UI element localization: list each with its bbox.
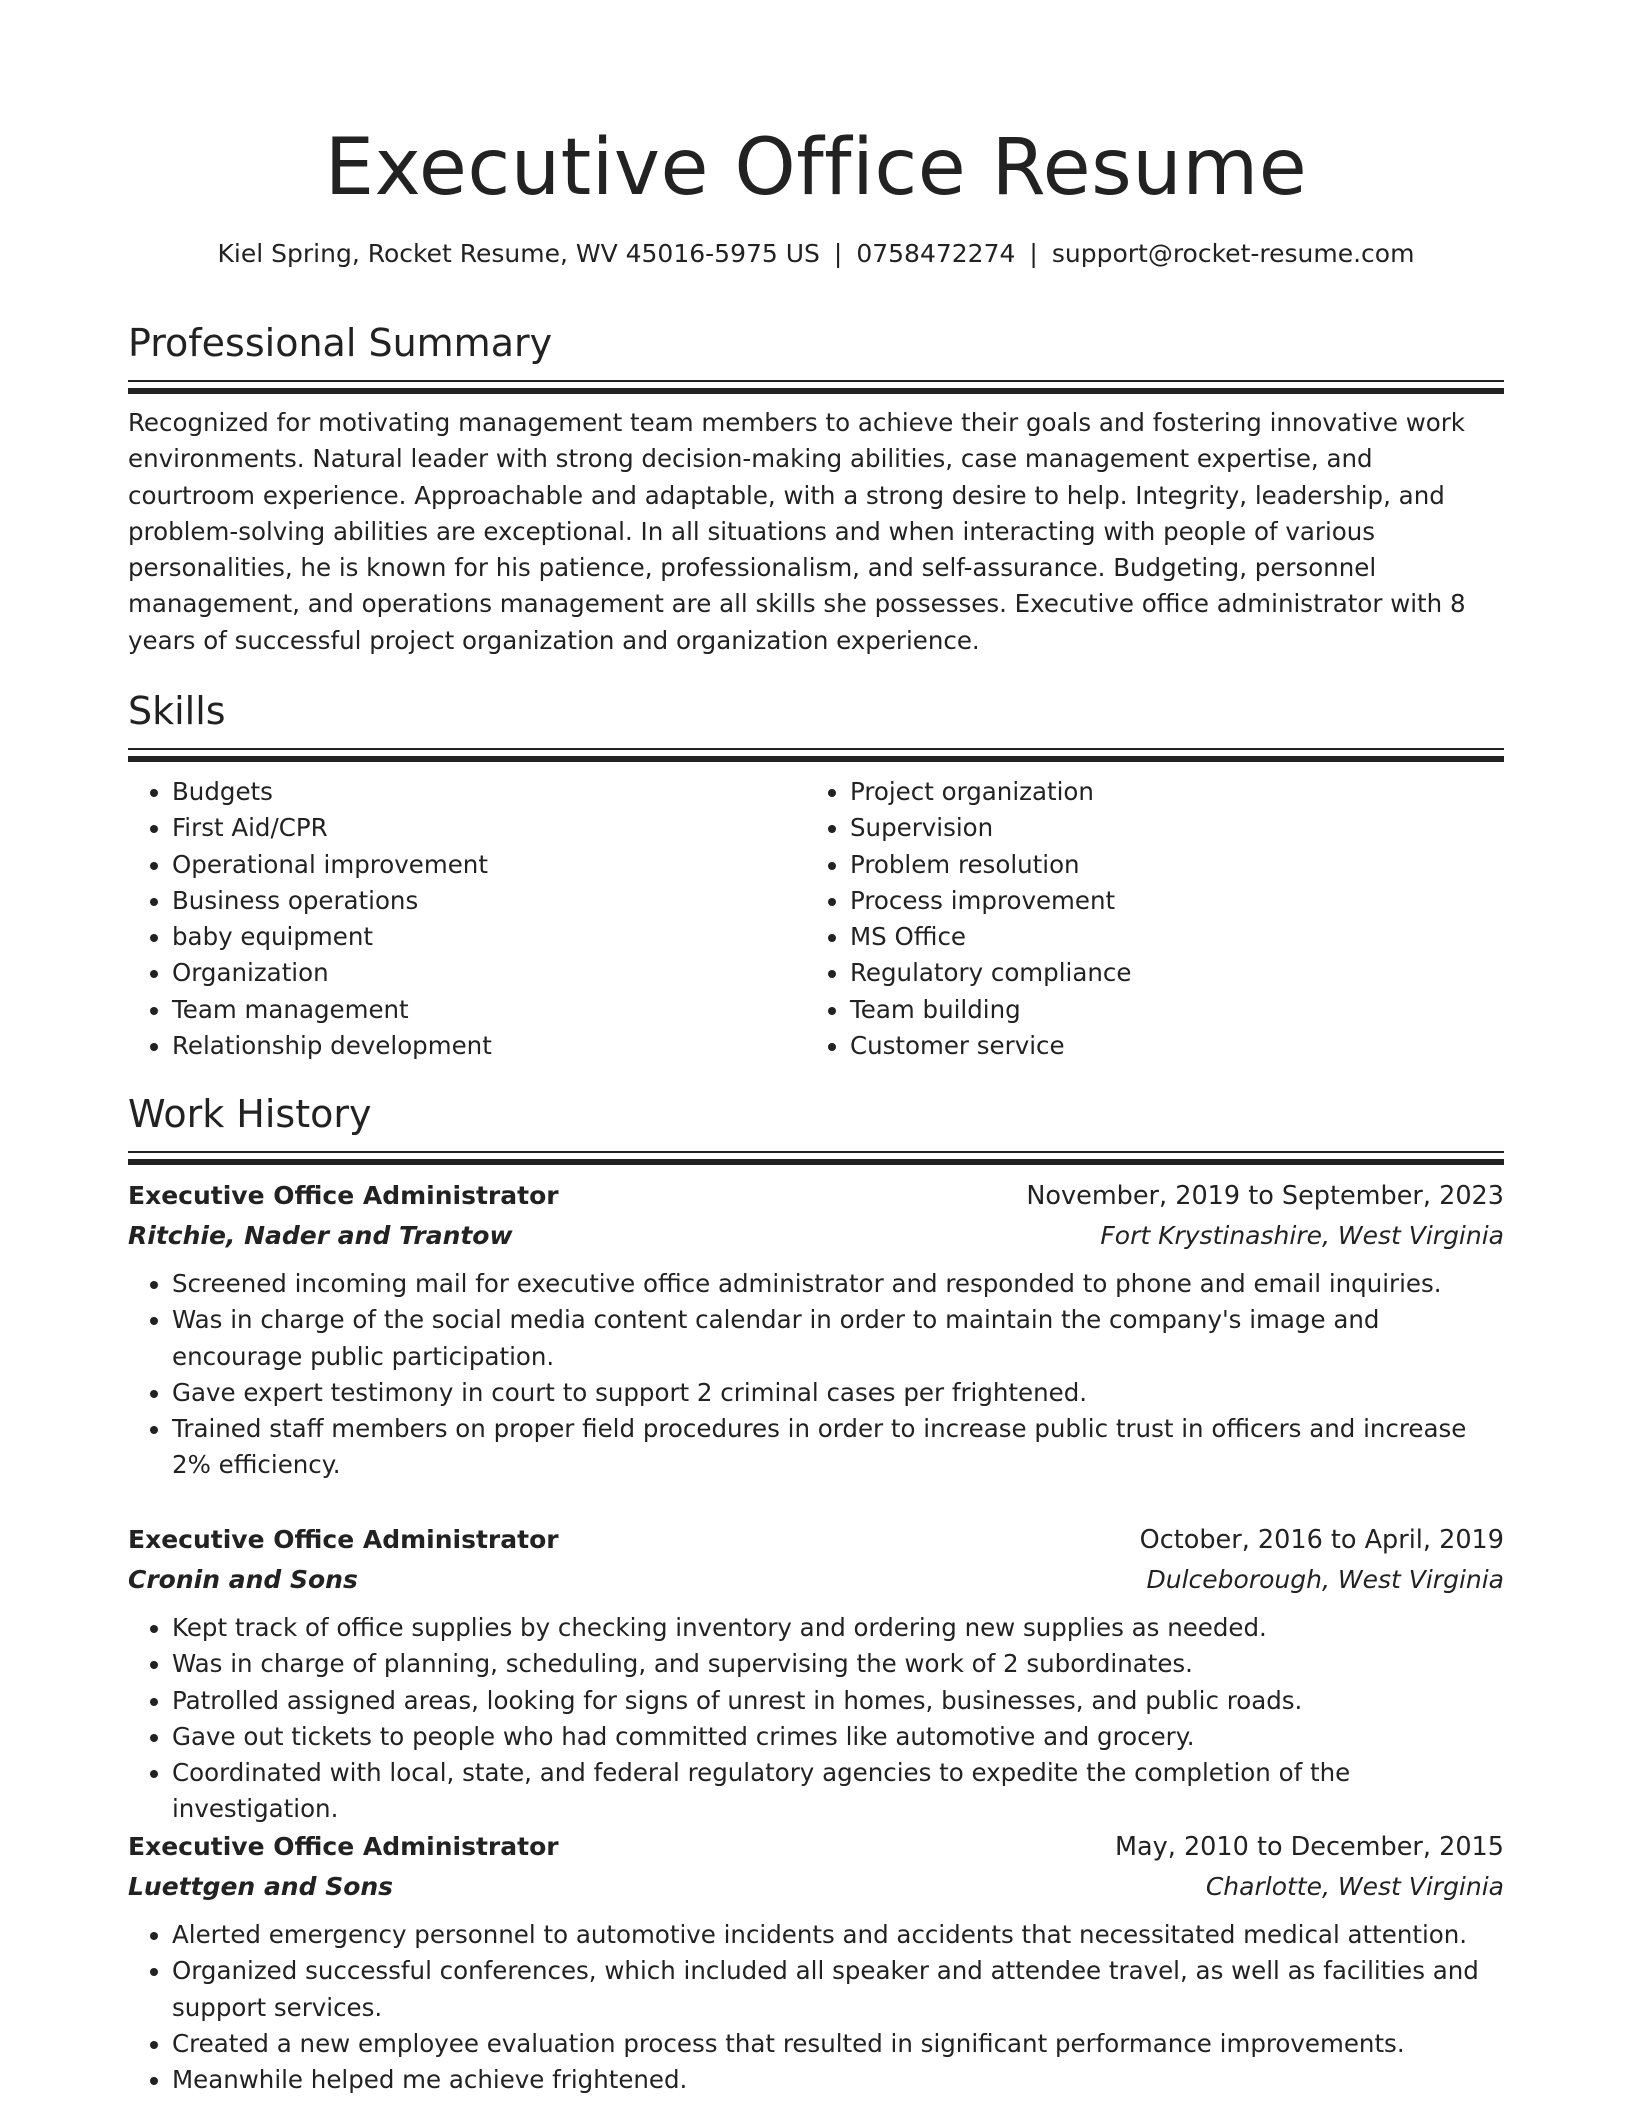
skills-heading: Skills bbox=[128, 689, 226, 733]
skill-item: • Budgets bbox=[172, 774, 812, 810]
job-location: Charlotte, West Virginia bbox=[1205, 1872, 1504, 1901]
skill-item: • Team building bbox=[850, 992, 1490, 1028]
section-divider-thick bbox=[128, 756, 1504, 762]
job-company: Cronin and Sons bbox=[128, 1565, 358, 1594]
job-bullets bbox=[128, 1917, 1504, 2098]
skill-item: • Supervision bbox=[850, 810, 1490, 846]
skill-item: • Operational improvement bbox=[172, 847, 812, 883]
job-bullet: • Gave expert testimony in court to support 2 criminal cases per frightened. bbox=[172, 1375, 1504, 1411]
job-location: Dulceborough, West Virginia bbox=[1146, 1565, 1504, 1594]
job-bullets bbox=[128, 1266, 1504, 1484]
contact-separator: | bbox=[833, 239, 843, 268]
work-heading: Work History bbox=[128, 1092, 372, 1136]
job-location: Fort Krystinashire, West Virginia bbox=[1100, 1221, 1504, 1250]
skill-item: • First Aid/CPR bbox=[172, 810, 812, 846]
job-bullet: • Coordinated with local, state, and federal regulatory agencies to expedite the completion of the investigation. bbox=[172, 1755, 1504, 1828]
job-company: Ritchie, Nader and Trantow bbox=[128, 1221, 513, 1250]
skill-item: • Process improvement bbox=[850, 883, 1490, 919]
summary-heading: Professional Summary bbox=[128, 321, 553, 365]
section-divider bbox=[128, 380, 1504, 382]
contact-email: support@rocket-resume.com bbox=[1051, 239, 1415, 268]
job-company: Luettgen and Sons bbox=[128, 1872, 394, 1901]
contact-line bbox=[128, 236, 1504, 272]
section-divider bbox=[128, 748, 1504, 750]
skill-item: • Problem resolution bbox=[850, 847, 1490, 883]
summary-section-header bbox=[128, 318, 1504, 394]
job-bullet: • Patrolled assigned areas, looking for signs of unrest in homes, businesses, and public roads. bbox=[172, 1683, 1504, 1719]
contact-phone: 0758472274 bbox=[856, 239, 1016, 268]
section-divider bbox=[128, 1151, 1504, 1153]
section-divider-thick bbox=[128, 1159, 1504, 1165]
skills-column-left bbox=[128, 774, 812, 1064]
skill-item: • Business operations bbox=[172, 883, 812, 919]
job-bullet: • Alerted emergency personnel to automotive incidents and accidents that necessitated medical attention. bbox=[172, 1917, 1504, 1953]
skill-item: • Team management bbox=[172, 992, 812, 1028]
job-bullet: • Gave out tickets to people who had committed crimes like automotive and grocery. bbox=[172, 1719, 1504, 1755]
job-dates: October, 2016 to April, 2019 bbox=[1139, 1525, 1504, 1555]
job-dates: May, 2010 to December, 2015 bbox=[1115, 1832, 1504, 1862]
skills-section-header bbox=[128, 686, 1504, 762]
skill-item: • MS Office bbox=[850, 919, 1490, 955]
section-divider-thick bbox=[128, 388, 1504, 394]
skills-column-right bbox=[806, 774, 1490, 1064]
job-bullet: • Organized successful conferences, which included all speaker and attendee travel, as well as facilities and support services. bbox=[172, 1953, 1504, 2026]
job-bullet: • Trained staff members on proper field procedures in order to increase public trust in officers and increase 2% efficiency. bbox=[172, 1411, 1504, 1484]
resume-title: Executive Office Resume bbox=[324, 123, 1308, 213]
skill-item: • Customer service bbox=[850, 1028, 1490, 1064]
job-bullet: • Was in charge of the social media content calendar in order to maintain the company's image and encourage public participation. bbox=[172, 1302, 1504, 1375]
job-bullet: • Created a new employee evaluation process that resulted in significant performance improvements. bbox=[172, 2026, 1504, 2062]
summary-text: Recognized for motivating management team members to achieve their goals and fostering innovative work environments. Natural leader with strong decision-making abilities, case management expertise, and courtroom experience. Approachable and adaptable, with a strong desire to help. Integrity, leadership, and problem-solving abilities are exceptional. In all situations and when interacting with people of various personalities, he is known for his patience, professionalism, and self-assurance. Budgeting, personnel management, and operations management are all skills she possesses. Executive office administrator with 8 years of successful project organization and organization experience. bbox=[128, 408, 1466, 655]
skill-item: • baby equipment bbox=[172, 919, 812, 955]
job-bullet: • Meanwhile helped me achieve frightened. bbox=[172, 2062, 1504, 2098]
job-entry bbox=[128, 1827, 1504, 2098]
job-entry bbox=[128, 1520, 1504, 1828]
job-bullet: • Screened incoming mail for executive office administrator and responded to phone and email inquiries. bbox=[172, 1266, 1504, 1302]
skill-item: • Project organization bbox=[850, 774, 1490, 810]
job-title: Executive Office Administrator bbox=[128, 1525, 559, 1554]
job-title: Executive Office Administrator bbox=[128, 1181, 559, 1210]
job-bullets bbox=[128, 1610, 1504, 1828]
skill-item: • Organization bbox=[172, 955, 812, 991]
work-section-header bbox=[128, 1089, 1504, 1165]
job-bullet: • Was in charge of planning, scheduling, and supervising the work of 2 subordinates. bbox=[172, 1646, 1504, 1682]
skill-item: • Regulatory compliance bbox=[850, 955, 1490, 991]
skill-item: • Relationship development bbox=[172, 1028, 812, 1064]
job-entry bbox=[128, 1176, 1504, 1484]
contact-separator: | bbox=[1029, 239, 1038, 268]
job-title: Executive Office Administrator bbox=[128, 1832, 559, 1861]
job-bullet: • Kept track of office supplies by checking inventory and ordering new supplies as needed. bbox=[172, 1610, 1504, 1646]
contact-address: Kiel Spring, Rocket Resume, WV 45016-5975 US bbox=[217, 239, 820, 268]
job-dates: November, 2019 to September, 2023 bbox=[1026, 1181, 1504, 1211]
